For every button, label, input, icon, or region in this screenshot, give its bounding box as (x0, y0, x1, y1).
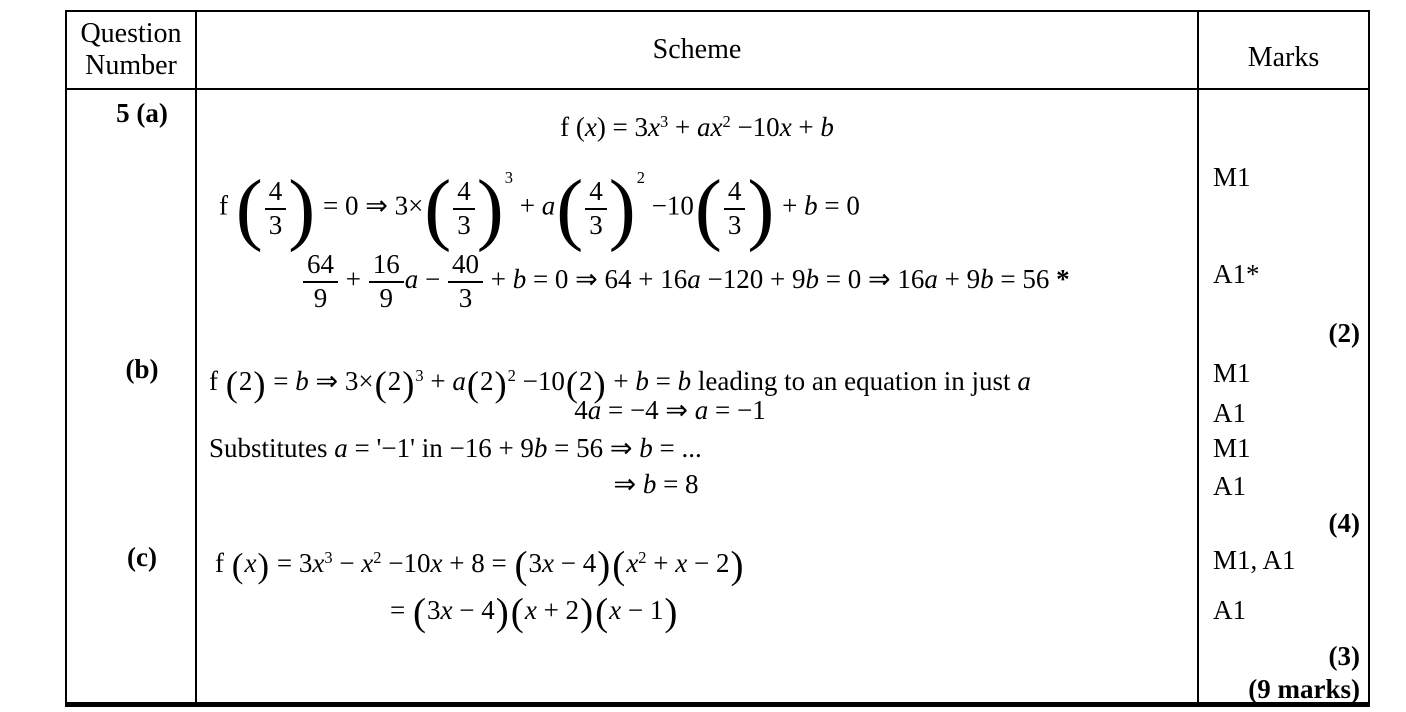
mark-a-a1: A1* (1213, 259, 1260, 289)
mark-c-a1: A1 (1213, 595, 1246, 625)
mark-b-subtotal: (4) (1328, 508, 1360, 538)
mark-a-subtotal: (2) (1328, 318, 1360, 348)
question-label-b: (b) (125, 354, 159, 384)
mark-grand-total: (9 marks) (1248, 674, 1360, 704)
mark-c-subtotal: (3) (1328, 641, 1360, 671)
marks-column (1199, 90, 1368, 702)
header-scheme: Scheme (197, 12, 1199, 90)
equation-f-four-thirds: f ( $\frac{4}{3}$ ) = 0 ⇒ 3×( $\frac{4}{3}$ )$^3$ + a( $\frac{4}{3}$ )$^2$ −10( $\frac{4}{3}$ ) + b = 0 (219, 163, 860, 253)
mark-b-a2: A1 (1213, 471, 1246, 501)
equation-factorised: f $(x) = 3x^3 - x^2 -10x + 8 = (3x - 4)(x^2 + x - 2)$ (215, 544, 744, 588)
equation-a-value: 4a = −4 ⇒ a = −1 (574, 395, 766, 425)
equation-substitute: Substitutes a = '−1' in −16 + 9b = 56 ⇒ b = ... (209, 433, 702, 463)
header-marks: Marks (1199, 12, 1368, 90)
mark-b-a1: A1 (1213, 398, 1246, 428)
header-question-number: Question Number (67, 12, 197, 90)
question-label-5a: 5 (a) (116, 98, 168, 128)
equation-b-value: ⇒ b = 8 (613, 469, 699, 499)
mark-b-m1: M1 (1213, 358, 1251, 388)
mark-scheme-table (65, 10, 1370, 707)
question-label-c: (c) (127, 542, 157, 572)
equation-f2: f (2) = b ⇒ $3\times(2)^3 + a(2)^2 -10(2) + b = b$ leading to an equation in just a (209, 363, 1031, 404)
question-number-column (67, 90, 197, 702)
equation-fx-definition: f $(x) = 3x^3 + ax^2 -10x + b$ (560, 112, 834, 143)
mark-a-m1: M1 (1213, 162, 1251, 192)
mark-b-m2: M1 (1213, 433, 1251, 463)
mark-c-m1a1: M1, A1 (1213, 545, 1296, 575)
scheme-column (197, 90, 1199, 702)
equation-simplified: $\frac{64}{9}$ + $\frac{16}{9}$ a − $\frac{40}{3}$ + b = 0 ⇒ 64 + 16a −120 + 9b = 0 ⇒ 16a + 9b = 56 * (302, 250, 1070, 313)
equation-full-factorisation: = (3x − 4)(x + 2)(x − 1) (390, 591, 678, 635)
